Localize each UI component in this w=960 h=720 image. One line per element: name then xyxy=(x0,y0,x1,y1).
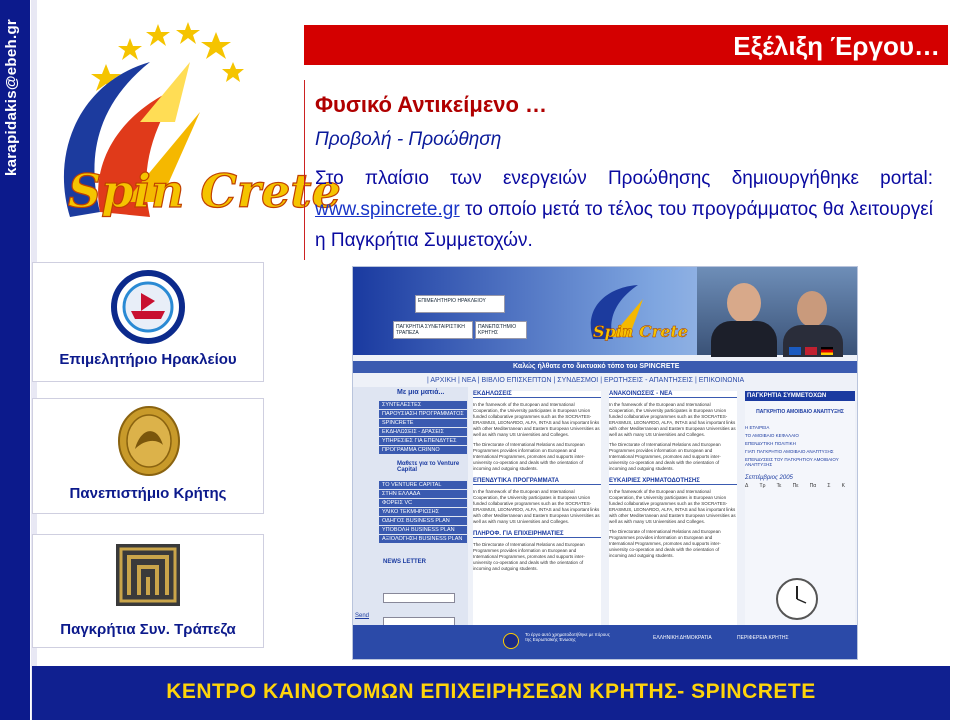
site-menu-item[interactable]: ΥΠΗΡΕΣΙΕΣ ΓΙΑ ΕΠΕΝΔΥΤΕΣ xyxy=(379,437,467,445)
section-subheading: Προβολή - Προώθηση xyxy=(315,129,502,150)
site-events-title: ΕΚΔΗΛΩΣΕΙΣ xyxy=(473,391,601,398)
site-clock-icon xyxy=(775,577,819,621)
sidebar-email: karapidakis@ebeh.gr xyxy=(3,18,20,176)
spincrete-website-screenshot xyxy=(352,266,858,660)
site-funding-text: In the framework of the European and International Cooperation, the University participates in European Union funded collaborative programmes such as the SOCRATES-ERASMUS, LEONARDO, ALFA, INTAS and has important links with other Mediterranean and Eastern European Universities as well as with many US Universities and Colleges. xyxy=(609,489,736,524)
cal-day: Τρ xyxy=(759,483,766,489)
site-nav-bar[interactable]: | ΑΡΧΙΚΗ | ΝΕΑ | ΒΙΒΛΙΟ ΕΠΙΣΚΕΠΤΩΝ | ΣΥΝΔΕΣΜΟΙ | ΕΡΩΤΗΣΕΙΣ - ΑΠΑΝΤΗΣΕΙΣ | ΕΠΙΚΟΙΝΩΝΙΑ xyxy=(427,377,745,384)
site-news-title: ΑΝΑΚΟΙΝΩΣΕΙΣ - ΝΕΑ xyxy=(609,391,737,398)
site-menu-item[interactable]: ΣΥΝΤΕΛΕΣΤΕΣ xyxy=(379,401,467,409)
site-events-text-2: The Directorate of International Relations and European Programmes provides information on European and International Programmes, promotes and supports inter-university co-operation and deals with the orientation of incoming and outgoing students. xyxy=(473,442,585,471)
site-news-text: In the framework of the European and International Cooperation, the University participates in European Union funded collaborative programmes such as the SOCRATES-ERASMUS, LEONARDO, ALFA, INTAS and has important links with other Mediterranean and Eastern European Universities as well as with many US Universities and Colleges. xyxy=(609,402,736,437)
partner-label-university: Πανεπιστήμιο Κρήτης xyxy=(69,485,227,502)
site-newsletter-title: NEWS LETTER xyxy=(383,559,426,565)
site-vc-item[interactable]: ΑΞΙΟΛΟΓΗΣΗ BUSINESS PLAN xyxy=(379,535,467,543)
site-pagkritia-list xyxy=(745,425,855,467)
site-vc-item[interactable]: ΟΔΗΓΟΣ BUSINESS PLAN xyxy=(379,517,467,525)
svg-text:Spin Crete: Spin Crete xyxy=(593,322,688,341)
title-bar xyxy=(304,25,948,65)
site-funding-text-2: The Directorate of International Relations and European Programmes provides information on European and International Programmes, promotes and supports inter-university co-operation and deals with the orientation of incoming and outgoing students. xyxy=(609,529,721,558)
university-seal-icon xyxy=(117,405,181,477)
site-vc-item[interactable]: ΥΛΙΚΟ ΤΕΚΜΗΡΙΩΣΗΣ xyxy=(379,508,467,516)
partner-label-chamber: Επιμελητήριο Ηρακλείου xyxy=(59,351,237,368)
site-welcome-bar: Καλώς ήλθατε στο δικτυακό τόπο του SPINCRETE xyxy=(353,361,857,373)
site-pagkritia-column xyxy=(745,391,855,637)
site-vc-item[interactable]: ΥΠΟΒΟΛΗ BUSINESS PLAN xyxy=(379,526,467,534)
site-events-column xyxy=(473,391,601,637)
partner-card-university xyxy=(32,398,264,514)
flag-greek-icon[interactable] xyxy=(789,347,801,355)
site-footer-eu: Το έργο αυτό χρηματοδοτήθηκε με πόρους της Ευρωπαϊκής Ένωσης xyxy=(525,632,610,642)
logo-wordmark: Spin Crete xyxy=(68,164,341,218)
site-pagkritia-sub: ΠΑΓΚΡΗΤΙΟ ΑΜΟΙΒΑΙΟ ΑΝΑΠΤΥΞΗΣ xyxy=(756,409,844,415)
site-pagkritia-item[interactable]: ΕΠΕΝΔΥΤΙΚΗ ΠΟΛΙΤΙΚΗ xyxy=(745,441,796,446)
cal-day: Κ xyxy=(841,483,845,489)
spincrete-logo xyxy=(40,2,341,257)
chamber-logo-icon xyxy=(111,271,185,343)
site-funding-title: ΕΥΚΑΙΡΙΕΣ ΧΡΗΜΑΤΟΔΟΤΗΣΗΣ xyxy=(609,478,737,485)
eu-flag-icon xyxy=(503,633,519,649)
site-learn-label: Με μια ματιά... xyxy=(397,389,445,396)
site-invest-title: ΕΠΕΝΔΥΤΙΚΑ ΠΡΟΓΡΑΜΜΑΤΑ xyxy=(473,478,601,485)
site-vc-item[interactable]: ΦΟΡΕΙΣ VC xyxy=(379,499,467,507)
partner-label-bank: Παγκρήτια Συν. Τράπεζα xyxy=(60,621,236,638)
site-news-column xyxy=(609,391,737,637)
site-footer-gr: ΕΛΛΗΝΙΚΗ ΔΗΜΟΚΡΑΤΙΑ xyxy=(653,635,712,641)
site-pagkritia-title[interactable]: ΠΑΓΚΡΗΤΙΑ ΣΥΜΜΕΤΟΧΩΝ xyxy=(745,391,855,401)
body-paragraph xyxy=(315,163,933,256)
site-partner-bank[interactable]: ΠΑΓΚΡΗΤΙΑ ΣΥΝΕΤΑΙΡΙΣΤΙΚΗ ΤΡΑΠΕΖΑ xyxy=(393,321,473,339)
partner-card-chamber xyxy=(32,262,264,382)
footer-text: ΚΕΝΤΡΟ ΚΑΙΝΟΤΟΜΩΝ ΕΠΙΧΕΙΡΗΣΕΩΝ ΚΡΗΤΗΣ- SPINCRETE xyxy=(166,680,816,703)
site-menu-list xyxy=(379,401,467,455)
site-send-link[interactable]: Send xyxy=(355,613,370,619)
cal-day: Τε xyxy=(776,483,782,489)
partner-card-bank xyxy=(32,534,264,648)
site-menu-item[interactable]: SPINCRETE xyxy=(379,419,467,427)
site-pagkritia-item[interactable]: ΓΙΑΤΙ ΠΑΓΚΡΗΤΙΟ ΑΜΟΙΒΑΙΟ ΑΝΑΠΤΥΞΗΣ xyxy=(745,449,834,454)
site-info-title: ΠΛΗΡΟΦ. ΓΙΑ ΕΠΙΧΕΙΡΗΜΑΤΙΕΣ xyxy=(473,531,601,538)
body-text-start: Στο πλαίσιο των ενεργειών Προώθησης δημιουργήθηκε portal: xyxy=(315,168,933,189)
site-partner-chamber[interactable]: ΕΠΙΜΕΛΗΤΗΡΙΟ ΗΡΑΚΛΕΙΟΥ xyxy=(415,295,505,313)
site-pagkritia-item[interactable]: ΕΠΕΝΔΥΣΕΙΣ ΤΟΥ ΠΑΓΚΡΗΤΙΟΥ ΑΜΟΙΒΑΙΟΥ ΑΝΑΠΤΥΞΗΣ xyxy=(745,457,839,467)
site-footer-region: ΠΕΡΙΦΕΡΕΙΑ ΚΡΗΤΗΣ xyxy=(737,635,789,641)
site-invest-text: In the framework of the European and International Cooperation, the University participates in European Union funded collaborative programmes such as the SOCRATES-ERASMUS, LEONARDO, ALFA, INTAS and has important links with other Mediterranean and Eastern European Universities as well as with many US Universities and Colleges. xyxy=(473,489,600,524)
site-vc-item[interactable]: ΣΤΗΝ ΕΛΛΑΔΑ xyxy=(379,490,467,498)
site-events-text: In the framework of the European and International Cooperation, the University participates in European Union funded collaborative programmes such as the SOCRATES-ERASMUS, LEONARDO, ALFA, INTAS and has important links with other Mediterranean and Eastern European Universities as well as with many US Universities and Colleges. xyxy=(473,402,600,437)
site-hero-photo xyxy=(697,267,857,355)
site-vc-title: Μαθετε για το Venture Capital xyxy=(397,461,460,473)
site-info-text: The Directorate of International Relations and European Programmes provides information on European and International Programmes, promotes and supports inter-university co-operation and deals with the orientation of incoming and outgoing students. xyxy=(473,542,585,571)
flag-german-icon[interactable] xyxy=(821,347,833,355)
flag-uk-icon[interactable] xyxy=(805,347,817,355)
footer-bar xyxy=(32,666,950,720)
site-logo-icon xyxy=(583,277,688,347)
cal-day: Δ xyxy=(745,483,749,489)
site-calendar-days xyxy=(745,483,845,489)
site-vc-list xyxy=(379,481,467,544)
site-menu-item[interactable]: ΠΑΡΟΥΣΙΑΣΗ ΠΡΟΓΡΑΜΜΑΤΟΣ xyxy=(379,410,467,418)
site-vc-item[interactable]: ΤΟ VENTURE CAPITAL xyxy=(379,481,467,489)
site-pagkritia-item[interactable]: Η ΕΤΑΙΡΕΙΑ xyxy=(745,425,770,430)
portal-link[interactable]: www.spincrete.gr xyxy=(315,199,460,220)
slide-title: Εξέλιξη Έργου… xyxy=(733,31,940,61)
cal-day: Σ xyxy=(827,483,831,489)
cal-day: Πα xyxy=(809,483,817,489)
site-calendar-month: Σεπτέμβριος 2005 xyxy=(745,475,793,481)
section-heading: Φυσικό Αντικείμενο … xyxy=(315,92,548,117)
bank-logo-icon xyxy=(115,543,181,607)
cal-day: Πε xyxy=(792,483,799,489)
site-menu-item[interactable]: ΕΚΔΗΛΩΣΕΙΣ - ΔΡΑΣΕΙΣ xyxy=(379,428,467,436)
site-menu-item[interactable]: ΠΡΟΓΡΑΜΜΑ CRINNO xyxy=(379,446,467,454)
site-newsletter-input[interactable] xyxy=(383,593,455,603)
site-pagkritia-item[interactable]: ΤΟ ΑΜΟΙΒΑΙΟ ΚΕΦΑΛΑΙΟ xyxy=(745,433,799,438)
left-sidebar xyxy=(0,0,30,720)
body-text-end: το οποίο μετά το τέλος του προγράμματος θα λειτουργεί η Παγκρήτια Συμμετοχών. xyxy=(315,199,933,251)
site-partner-uni[interactable]: ΠΑΝΕΠΙΣΤΗΜΙΟ ΚΡΗΤΗΣ xyxy=(475,321,527,339)
site-left-menu xyxy=(353,387,468,637)
site-news-text-2: The Directorate of International Relations and European Programmes provides information on European and International Programmes, promotes and supports inter-university co-operation and deals with the orientation of incoming and outgoing students. xyxy=(609,442,721,471)
site-footer xyxy=(353,625,857,659)
